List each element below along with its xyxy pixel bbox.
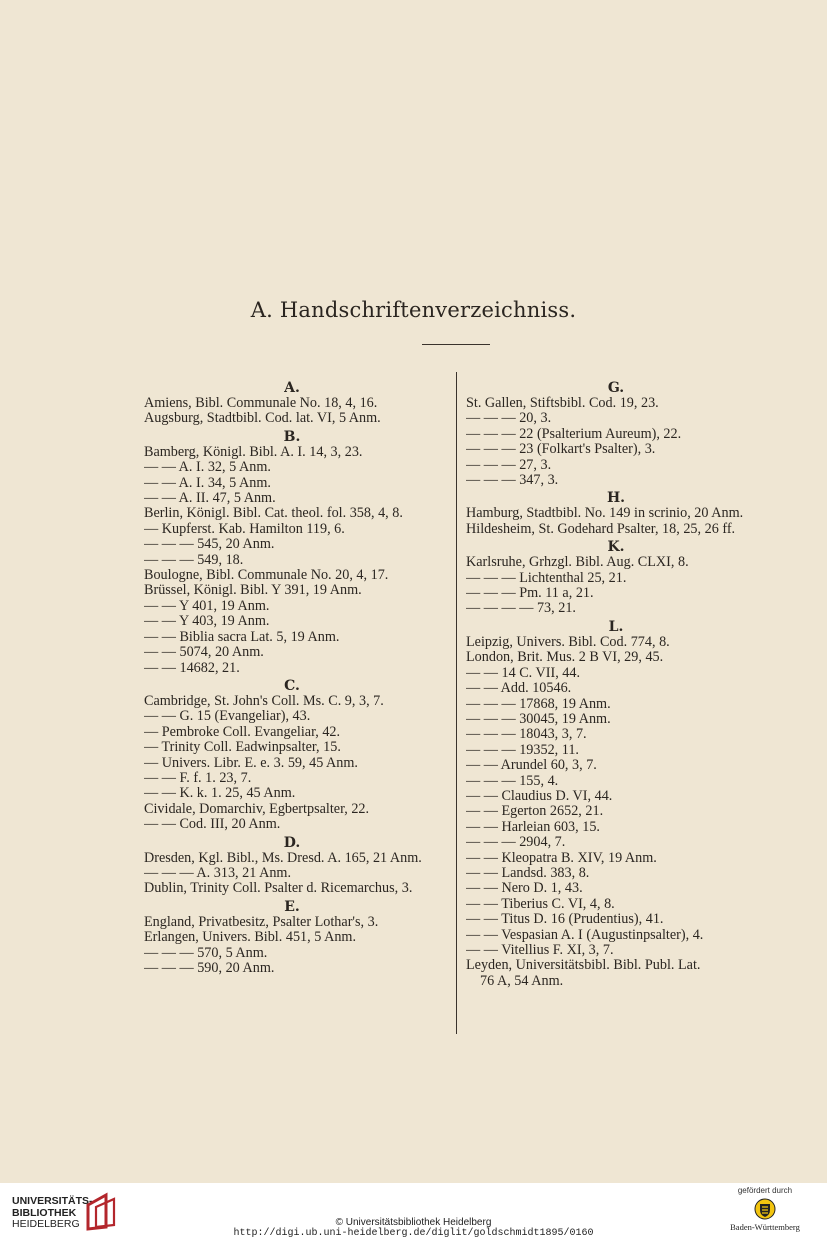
index-entry: — — 14682, 21.	[144, 660, 240, 676]
section-letter: C.	[284, 677, 300, 694]
index-entry: — — Kleopatra B. XIV, 19 Anm.	[466, 850, 657, 866]
index-entry: — — Claudius D. VI, 44.	[466, 788, 613, 804]
section-letter: K.	[607, 539, 625, 556]
baden-wuerttemberg-crest-icon	[754, 1198, 776, 1220]
index-entry: — — Harleian 603, 15.	[466, 819, 600, 835]
index-entry: Cambridge, St. John's Coll. Ms. C. 9, 3, 7.	[144, 693, 384, 709]
index-entry: — — F. f. 1. 23, 7.	[144, 770, 252, 786]
index-entry: — — — Lichtenthal 25, 21.	[466, 570, 627, 586]
column-divider	[456, 372, 457, 1034]
index-entry: — — A. I. 34, 5 Anm.	[144, 475, 271, 491]
index-entry: — — G. 15 (Evangeliar), 43.	[144, 709, 311, 725]
index-entry: — — K. k. 1. 25, 45 Anm.	[144, 786, 296, 802]
copyright-text: © Universitätsbibliothek Heidelberg	[335, 1217, 492, 1228]
index-entry: — — Vespasian A. I (Augustinpsalter), 4.	[466, 927, 704, 943]
index-entry: — Pembroke Coll. Evangeliar, 42.	[144, 724, 341, 740]
index-entry: — — Y 403, 19 Anm.	[144, 614, 270, 630]
index-entry: Dublin, Trinity Coll. Psalter d. Ricemarchus, 3.	[144, 881, 413, 897]
index-entry: — — — 22 (Psalterium Aureum), 22.	[466, 426, 682, 442]
index-entry: Hamburg, Stadtbibl. No. 149 in scrinio, 20 Anm.	[466, 506, 744, 522]
index-entry: England, Privatbesitz, Psalter Lothar's, 3.	[144, 914, 379, 930]
section-letter: A.	[284, 380, 300, 396]
section-letter: L.	[608, 618, 624, 635]
section-letter: B.	[283, 428, 301, 445]
section-letter: D.	[283, 834, 301, 851]
index-entry: — — 14 C. VII, 44.	[466, 665, 581, 681]
index-entry: — — 5074, 20 Anm.	[144, 645, 264, 661]
index-entry: — — Add. 10546.	[466, 681, 572, 697]
index-entry: — — A. I. 32, 5 Anm.	[144, 460, 271, 476]
index-entry: Amiens, Bibl. Communale No. 18, 4, 16.	[144, 396, 378, 411]
page-title: A. Handschriftenverzeichniss.	[250, 298, 577, 322]
index-entry: St. Gallen, Stiftsbibl. Cod. 19, 23.	[466, 396, 659, 411]
index-entry: — — Egerton 2652, 21.	[466, 804, 604, 820]
permalink-url[interactable]: http://digi.ub.uni-heidelberg.de/diglit/goldschmidt1895/0160	[233, 1228, 594, 1239]
index-entry: — — — 19352, 11.	[466, 742, 579, 758]
right-column	[466, 378, 766, 989]
index-entry: — — Arundel 60, 3, 7.	[466, 758, 597, 774]
section-letter: E.	[284, 898, 300, 915]
index-entry: — — — 549, 18.	[144, 552, 244, 568]
index-entry: — — Cod. III, 20 Anm.	[144, 817, 281, 833]
index-entry: — — — 155, 4.	[466, 773, 559, 789]
index-entry: Brüssel, Königl. Bibl. Y 391, 19 Anm.	[144, 583, 362, 599]
index-entry: — — Landsd. 383, 8.	[466, 865, 590, 881]
index-entry: — — — 347, 3.	[466, 473, 559, 489]
left-column	[144, 378, 440, 976]
index-entry: — — — 570, 5 Anm.	[144, 945, 268, 961]
index-entry: — — — 30045, 19 Anm.	[466, 711, 611, 727]
index-entry: — — — 20, 3.	[466, 411, 552, 427]
index-entry: — — — 2904, 7.	[466, 835, 566, 851]
index-entry: 76 A, 54 Anm.	[480, 973, 564, 989]
index-entry: Erlangen, Univers. Bibl. 451, 5 Anm.	[144, 930, 357, 946]
sponsor-label: gefördert durch	[737, 1186, 793, 1195]
sponsor-name: Baden-Württemberg	[730, 1222, 800, 1232]
index-entry: — — — 545, 20 Anm.	[144, 537, 275, 553]
index-entry: Leipzig, Univers. Bibl. Cod. 774, 8.	[466, 634, 670, 650]
index-entry: — — — 17868, 19 Anm.	[466, 696, 611, 712]
index-entry: — — A. II. 47, 5 Anm.	[144, 491, 276, 507]
index-entry: — Trinity Coll. Eadwinpsalter, 15.	[144, 740, 341, 756]
sponsor-block	[720, 1186, 810, 1232]
index-entry: — — — 27, 3.	[466, 457, 552, 473]
index-entry: Cividale, Domarchiv, Egbertpsalter, 22.	[144, 801, 370, 817]
index-entry: — Kupferst. Kab. Hamilton 119, 6.	[144, 521, 345, 537]
index-entry: — Univers. Libr. E. e. 3. 59, 45 Anm.	[144, 755, 358, 771]
library-name-line1: UNIVERSITÄTS-	[12, 1195, 93, 1207]
index-entry: Augsburg, Stadtbibl. Cod. lat. VI, 5 Anm.	[144, 411, 381, 427]
section-letter: G.	[607, 380, 625, 396]
index-entry: Hildesheim, St. Godehard Psalter, 18, 25, 26 ff.	[466, 521, 736, 537]
title-rule	[422, 344, 490, 345]
index-entry: Bamberg, Königl. Bibl. A. I. 14, 3, 23.	[144, 444, 363, 460]
index-entry: Karlsruhe, Grhzgl. Bibl. Aug. CLXI, 8.	[466, 555, 689, 571]
index-entry: — — — A. 313, 21 Anm.	[144, 865, 292, 881]
index-entry: London, Brit. Mus. 2 B VI, 29, 45.	[466, 650, 664, 666]
index-entry: — — Nero D. 1, 43.	[466, 881, 583, 897]
index-entry: — — Y 401, 19 Anm.	[144, 598, 270, 614]
index-entry: Dresden, Kgl. Bibl., Ms. Dresd. A. 165, 21 Anm.	[144, 850, 422, 866]
index-entry: — — Biblia sacra Lat. 5, 19 Anm.	[144, 629, 340, 645]
index-entry: — — Tiberius C. VI, 4, 8.	[466, 896, 615, 912]
index-entry: — — Vitellius F. XI, 3, 7.	[466, 943, 614, 958]
library-name-line2: BIBLIOTHEK	[12, 1206, 77, 1219]
copyright-block	[0, 1217, 827, 1239]
section-letter: H.	[606, 490, 626, 507]
library-name-line3: HEIDELBERG	[12, 1218, 80, 1230]
index-entry: Berlin, Königl. Bibl. Cat. theol. fol. 358, 4, 8.	[144, 506, 403, 522]
index-entry: — — Titus D. 16 (Prudentius), 41.	[466, 912, 664, 928]
index-entry: — — — — 73, 21.	[466, 601, 576, 617]
index-entry: — — — 23 (Folkart's Psalter), 3.	[466, 442, 656, 458]
index-entry: — — — 18043, 3, 7.	[466, 727, 587, 743]
index-entry: — — — Pm. 11 a, 21.	[466, 586, 594, 602]
index-entry: Boulogne, Bibl. Communale No. 20, 4, 17.	[144, 568, 389, 584]
index-entry: — — — 590, 20 Anm.	[144, 961, 275, 976]
index-entry: Leyden, Universitätsbibl. Bibl. Publ. Lat.	[466, 958, 701, 974]
